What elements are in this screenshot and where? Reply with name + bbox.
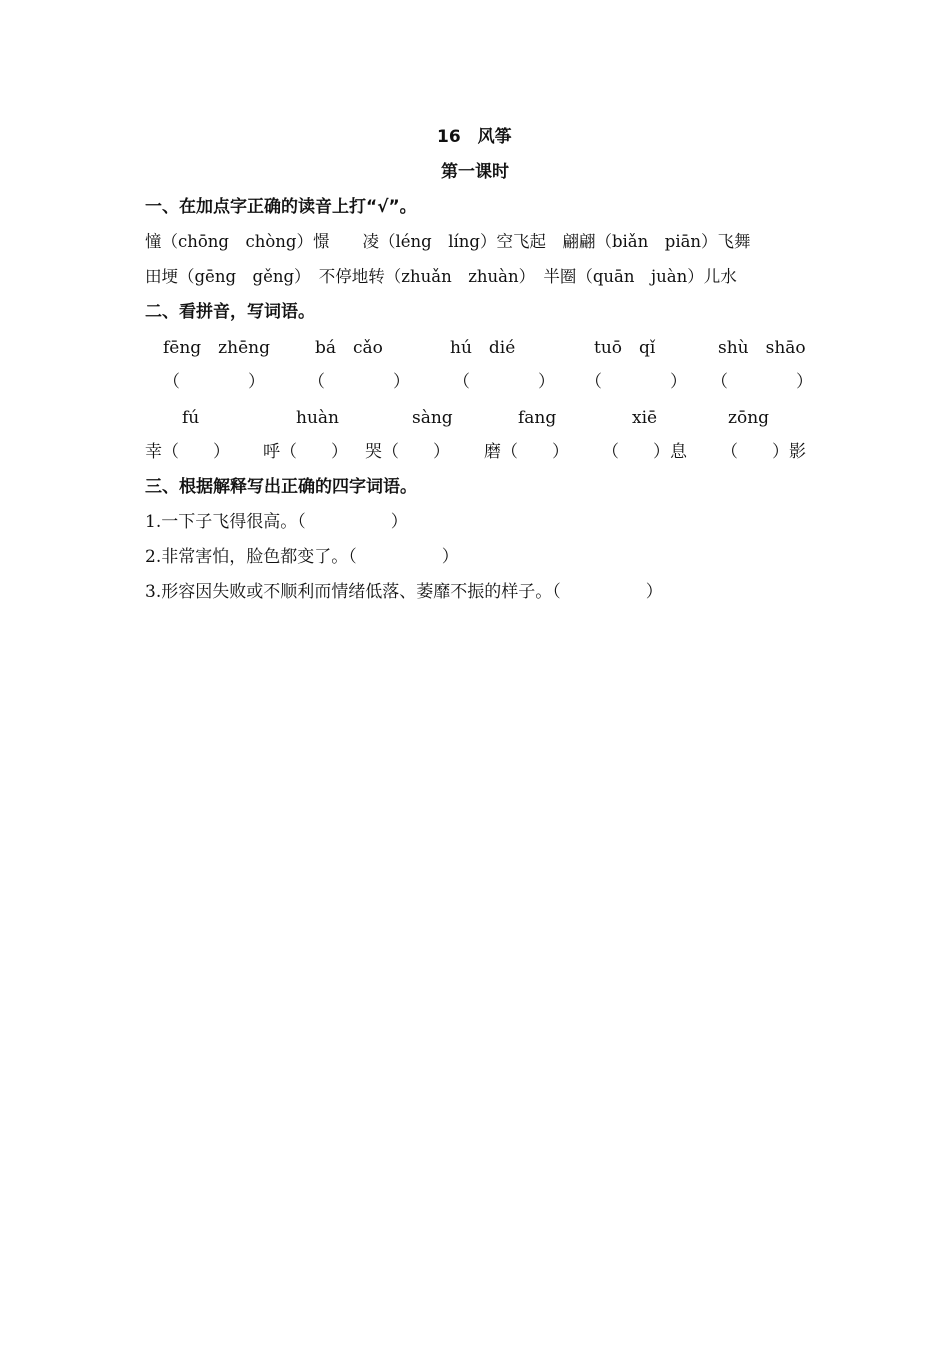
pinyin-cell: sàng: [412, 408, 453, 428]
answer-blank[interactable]: （ ）: [308, 372, 410, 392]
char-blank[interactable]: 哭（ ）: [365, 442, 450, 462]
pinyin-cell: zōng: [728, 408, 770, 428]
lesson-title: 16 风筝: [437, 127, 512, 147]
pinyin-cell: huàn: [296, 408, 339, 428]
answer-blank[interactable]: （ ）: [711, 372, 813, 392]
question-item[interactable]: 2.非常害怕，脸色都变了。（ ）: [145, 547, 459, 567]
answer-blank[interactable]: （ ）: [585, 372, 687, 392]
section1-heading: 一、在加点字正确的读音上打“√”。: [145, 197, 417, 217]
question-item[interactable]: 1.一下子飞得很高。（ ）: [145, 512, 408, 532]
char-blank[interactable]: 磨（ ）: [484, 442, 569, 462]
pinyin-cell: shù shāo: [718, 338, 806, 358]
char-blank[interactable]: （ ）影: [721, 442, 806, 462]
answer-blank[interactable]: （ ）: [453, 372, 555, 392]
answer-blank[interactable]: （ ）: [163, 372, 265, 392]
pinyin-cell: fú: [182, 408, 200, 428]
char-blank[interactable]: 呼（ ）: [263, 442, 348, 462]
section2-heading: 二、看拼音，写词语。: [145, 302, 315, 322]
pinyin-cell: fēng zhēng: [163, 338, 270, 358]
char-blank[interactable]: （ ）息: [602, 442, 687, 462]
char-blank[interactable]: 幸（ ）: [145, 442, 230, 462]
pinyin-cell: xiē: [632, 408, 658, 428]
period-subtitle: 第一课时: [441, 162, 509, 182]
section3-heading: 三、根据解释写出正确的四字词语。: [145, 477, 417, 497]
question-item[interactable]: 3.形容因失败或不顺利而情绪低落、萎靡不振的样子。（ ）: [145, 582, 663, 602]
pinyin-cell: hú dié: [450, 338, 516, 358]
pinyin-cell: tuō qǐ: [594, 338, 656, 358]
section1-line1: 憧（chōng chòng）憬 凌（léng líng）空飞起 翩翩（biǎn piān）飞舞: [145, 232, 751, 251]
pinyin-cell: fang: [518, 408, 557, 428]
pinyin-cell: bá cǎo: [315, 338, 383, 358]
section1-line2: 田埂（gēng gěng） 不停地转（zhuǎn zhuàn） 半圈（quān juàn）儿水: [145, 267, 737, 286]
